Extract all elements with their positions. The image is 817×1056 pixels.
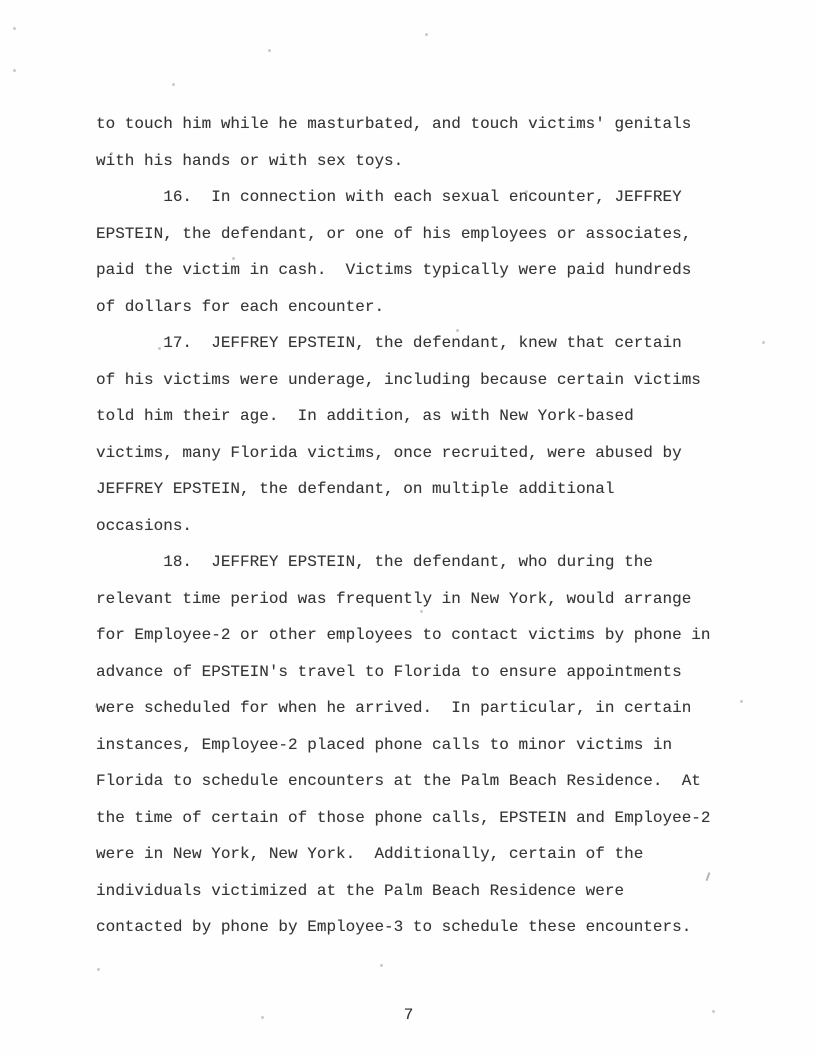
scan-speckle xyxy=(420,610,423,613)
text-line: contacted by phone by Employee-3 to schedule these encounters. xyxy=(96,918,692,936)
text-line: were scheduled for when he arrived. In particular, in certain xyxy=(96,699,692,717)
text-line: paid the victim in cash. Victims typically were paid hundreds xyxy=(96,261,692,279)
scan-speckle xyxy=(95,705,98,708)
text-line: to touch him while he masturbated, and touch victims' genitals xyxy=(96,115,692,133)
scan-speckle xyxy=(261,1016,264,1019)
scan-speckle xyxy=(712,1010,715,1013)
text-line: JEFFREY EPSTEIN, the defendant, on multiple additional xyxy=(96,480,615,498)
scan-speckle xyxy=(740,700,743,703)
text-line: 18. JEFFREY EPSTEIN, the defendant, who during the xyxy=(96,553,653,571)
scan-speckle xyxy=(232,257,235,260)
scan-speckle xyxy=(13,69,16,72)
text-line: told him their age. In addition, as with New York-based xyxy=(96,407,634,425)
text-line: relevant time period was frequently in New York, would arrange xyxy=(96,589,692,608)
scan-speckle xyxy=(380,964,383,967)
text-line: individuals victimized at the Palm Beach Residence were xyxy=(96,881,625,900)
scan-speckle xyxy=(425,33,428,36)
text-line: advance of EPSTEIN's travel to Florida to ensure appointments xyxy=(96,662,682,681)
scan-speckle xyxy=(268,49,271,52)
text-line: victims, many Florida victims, once recruited, were abused by xyxy=(96,443,682,462)
scan-speckle xyxy=(158,347,161,350)
text-line: with his hands or with sex toys. xyxy=(96,151,404,170)
scan-speckle xyxy=(97,968,100,971)
text-line: were in New York, New York. Additionally, certain of the xyxy=(96,845,644,863)
text-line: occasions. xyxy=(96,516,193,535)
document-body xyxy=(96,106,756,946)
text-line: of his victims were underage, including because certain victims xyxy=(96,370,701,389)
text-line: 17. JEFFREY EPSTEIN, the defendant, knew that certain xyxy=(96,334,682,352)
text-line: 16. In connection with each sexual encounter, JEFFREY xyxy=(96,188,682,206)
page-number: 7 xyxy=(403,1006,414,1024)
text-line: for Employee-2 or other employees to contact victims by phone in xyxy=(96,626,711,644)
text-line: of dollars for each encounter. xyxy=(96,297,385,316)
text-line: EPSTEIN, the defendant, or one of his employees or associates, xyxy=(96,224,692,243)
scan-speckle xyxy=(762,341,765,344)
text-line: Florida to schedule encounters at the Palm Beach Residence. At xyxy=(96,772,701,790)
scan-speckle xyxy=(172,83,175,86)
text-line: the time of certain of those phone calls, EPSTEIN and Employee-2 xyxy=(96,808,711,827)
scan-speckle xyxy=(525,190,528,193)
scan-speckle xyxy=(110,152,113,155)
scan-speckle xyxy=(456,329,459,332)
scan-speckle xyxy=(13,27,16,30)
text-line: instances, Employee-2 placed phone calls to minor victims in xyxy=(96,735,673,754)
